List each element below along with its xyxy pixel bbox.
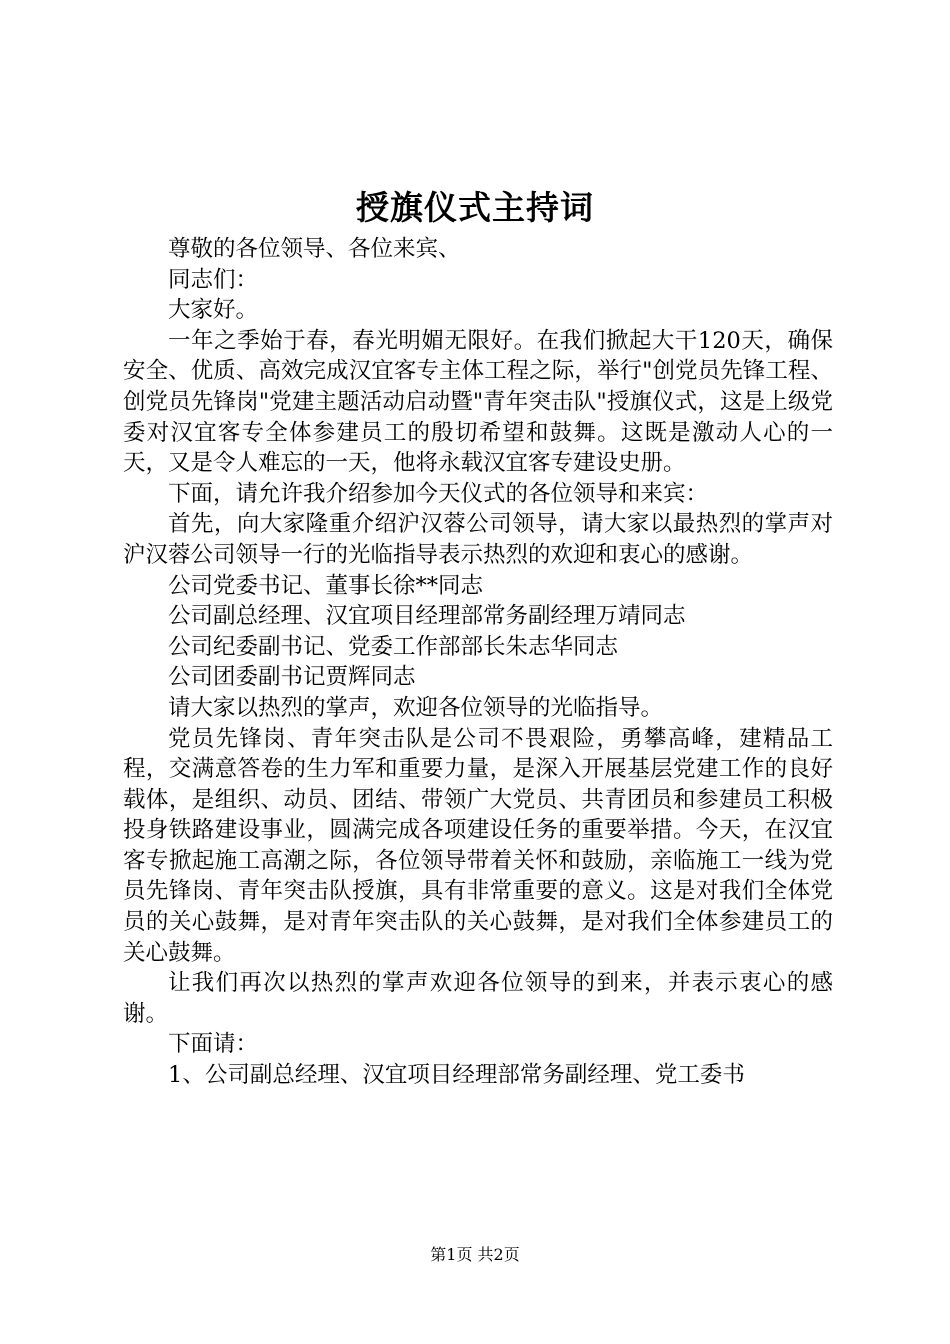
paragraph-next: 下面请： — [168, 1031, 259, 1058]
paragraph-leader-4: 公司团委副书记贾辉同志 — [168, 664, 416, 691]
paragraph-leader-2: 公司副总经理、汉宜项目经理部常务副经理万靖同志 — [168, 603, 686, 630]
paragraph-company-leaders: 首先，向大家隆重介绍沪汉蓉公司领导，请大家以最热烈的掌声对沪汉蓉公司领导一行的光临指导表示热烈的欢迎和衷心的感谢。 — [123, 511, 833, 568]
paragraph-thanks: 让我们再次以热烈的掌声欢迎各位领导的到来，并表示衷心的感谢。 — [123, 970, 833, 1027]
page-number: 第1页 共2页 — [430, 1245, 520, 1264]
paragraph-greeting: 尊敬的各位领导、各位来宾、 — [168, 236, 461, 262]
document-title: 授旗仪式主持词 — [356, 188, 594, 227]
paragraph-comrades: 同志们： — [168, 266, 259, 293]
paragraph-significance: 党员先锋岗、青年突击队是公司不畏艰险，勇攀高峰，建精品工程，交满意答卷的生力军和重要力量，是深入开展基层党建工作的良好载体，是组织、动员、团结、带领广大党员、共青团员和参建员工积极投身铁路建设事业，圆满完成各项建设任务的重要举措。今天，在汉宜客专掀起施工高潮之际，各位领导带着关怀和鼓励，亲临施工一线为党员先锋岗、青年突击队授旗，具有非常重要的意义。这是对我们全体党员的关心鼓舞，是对青年突击队的关心鼓舞，是对我们全体参建员工的关心鼓舞。 — [123, 725, 833, 966]
document-body — [123, 234, 833, 1091]
paragraph-introduction: 下面，请允许我介绍参加今天仪式的各位领导和来宾： — [168, 480, 709, 507]
paragraph-welcome: 请大家以热烈的掌声，欢迎各位领导的光临指导。 — [168, 694, 664, 721]
paragraph-opening: 一年之季始于春，春光明媚无限好。在我们掀起大干120天，确保安全、优质、高效完成汉宜客专主体工程之际，举行"创党员先锋工程、创党员先锋岗"党建主题活动启动暨"青年突击队"授旗仪式，这是上级党委对汉宜客专全体参建员工的殷切希望和鼓舞。这既是激动人心的一天，又是令人难忘的一天，他将永载汉宜客专建设史册。 — [123, 327, 833, 477]
paragraph-item-1: 1、公司副总经理、汉宜项目经理部常务副经理、党工委书 — [168, 1062, 745, 1089]
paragraph-hello: 大家好。 — [168, 297, 259, 324]
paragraph-leader-3: 公司纪委副书记、党委工作部部长朱志华同志 — [168, 633, 619, 660]
paragraph-leader-1: 公司党委书记、董事长徐**同志 — [168, 572, 484, 599]
